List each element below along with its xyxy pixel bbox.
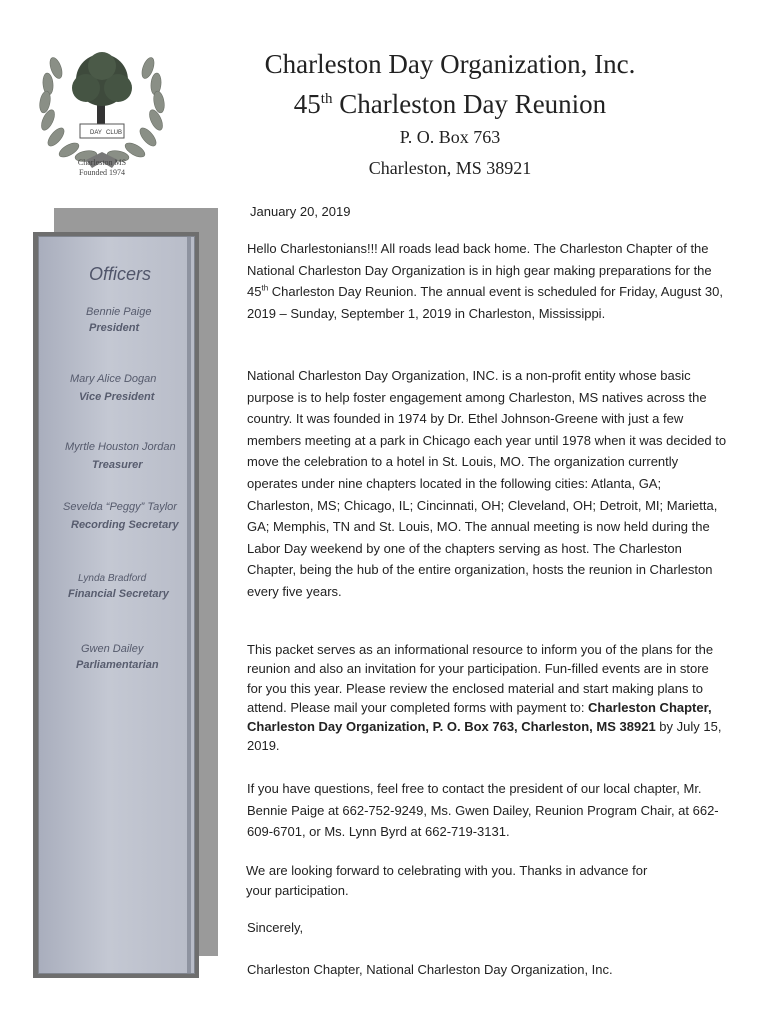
- intro-text-part1: Hello Charlestonians!!! All roads lead back home. The Charleston Chapter of the National Charleston Day Organization is in high gear making preparations for the 45: [247, 241, 712, 299]
- letterhead: [200, 48, 700, 179]
- logo-caption-line1: Charleston MS: [77, 158, 127, 167]
- paragraph-about: [247, 365, 727, 603]
- officer-name: Myrtle Houston Jordan: [65, 441, 176, 453]
- logo-caption-line2: Founded 1974: [79, 168, 125, 177]
- logo-caption: [56, 158, 148, 178]
- officer-name: Sevelda “Peggy” Taylor: [63, 501, 177, 513]
- reunion-title: Charleston Day Reunion: [339, 89, 607, 119]
- contact-text: If you have questions, feel free to contact the president of our local chapter, Mr. Bennie Paige at 662-752-9249, Ms. Gwen Dailey, Reunion Program Chair, at 662-609-6701, or Ms. Lynn Byrd at 662-719-3131.: [247, 781, 719, 839]
- letter-date: January 20, 2019: [250, 204, 351, 219]
- logo-day-label: DAY: [90, 130, 102, 136]
- officer-role: Vice President: [79, 391, 155, 403]
- packet-text-part1: This packet serves as an informational resource to inform you of the plans for the reunion and also an invitation for your participation. Fun-filled events are in store for you this year. Please review the enclosed material and start making plans to attend. Please mail your completed forms with payment to:: [247, 642, 714, 715]
- officer-name: Mary Alice Dogan: [70, 373, 157, 385]
- paragraph-packet: [247, 640, 727, 756]
- city-address: Charleston, MS 38921: [368, 158, 532, 178]
- officer-role: Treasurer: [92, 459, 143, 471]
- paragraph-intro: [247, 238, 727, 324]
- mailing-address: Charleston Chapter, Charleston Day Organization, P. O. Box 763, Charleston, MS 38921: [247, 699, 712, 735]
- po-box: P. O. Box 763: [399, 127, 501, 147]
- officers-heading: Officers: [88, 264, 151, 284]
- officer-role: Parliamentarian: [76, 659, 159, 671]
- officer-name: Gwen Dailey: [81, 643, 144, 655]
- officer-name: Bennie Paige: [86, 306, 152, 318]
- intro-text-part2: Charleston Day Reunion. The annual event is scheduled for Friday, August 30, 2019 – Sunday, September 1, 2019 in Charleston, Mississippi.: [247, 284, 723, 321]
- about-text: National Charleston Day Organization, INC. is a non-profit entity whose basic purpose is to help foster engagement among Charleston, MS natives across the country. It was founded in 1974 by Dr. Ethel Johnson-Greene with just a few members meeting at a park in Chicago each year until 1978 when it was decided to move the celebration to a hotel in St. Louis, MO. The organization currently operates under nine chapters located in the following cities: Atlanta, GA; Charleston, MS; Chicago, IL; Cincinnati, OH; Cleveland, OH; Detroit, MI; Marietta, GA; Memphis, TN and St. Louis, MO. The annual meeting is now held during the Labor Day weekend by one of the chapters serving as host. The Charleston Chapter, being the hub of the entire organization, hosts the reunion in Charleston every five years.: [247, 368, 727, 599]
- closing-salutation: Sincerely,: [247, 920, 304, 935]
- officer-name: Lynda Bradford: [78, 573, 147, 584]
- officer-role: Financial Secretary: [68, 588, 169, 600]
- reunion-number: 45: [293, 89, 321, 119]
- paragraph-closing-thanks: [246, 861, 676, 900]
- thanks-text: We are looking forward to celebrating with you. Thanks in advance for your participation.: [246, 863, 648, 898]
- signature-line: Charleston Chapter, National Charleston Day Organization, Inc.: [247, 962, 613, 977]
- officer-role: President: [89, 322, 140, 334]
- organization-name: Charleston Day Organization, Inc.: [264, 49, 636, 79]
- officers-sidebar: [38, 236, 195, 974]
- reunion-title-line: [200, 88, 700, 120]
- officer-role: Recording Secretary: [71, 519, 179, 531]
- packet-text-part2: by July 15, 2019.: [247, 719, 722, 754]
- intro-superscript: th: [261, 283, 269, 293]
- reunion-number-suffix: th: [320, 91, 333, 107]
- paragraph-contact: [247, 778, 727, 843]
- logo-club-label: CLUB: [106, 130, 123, 136]
